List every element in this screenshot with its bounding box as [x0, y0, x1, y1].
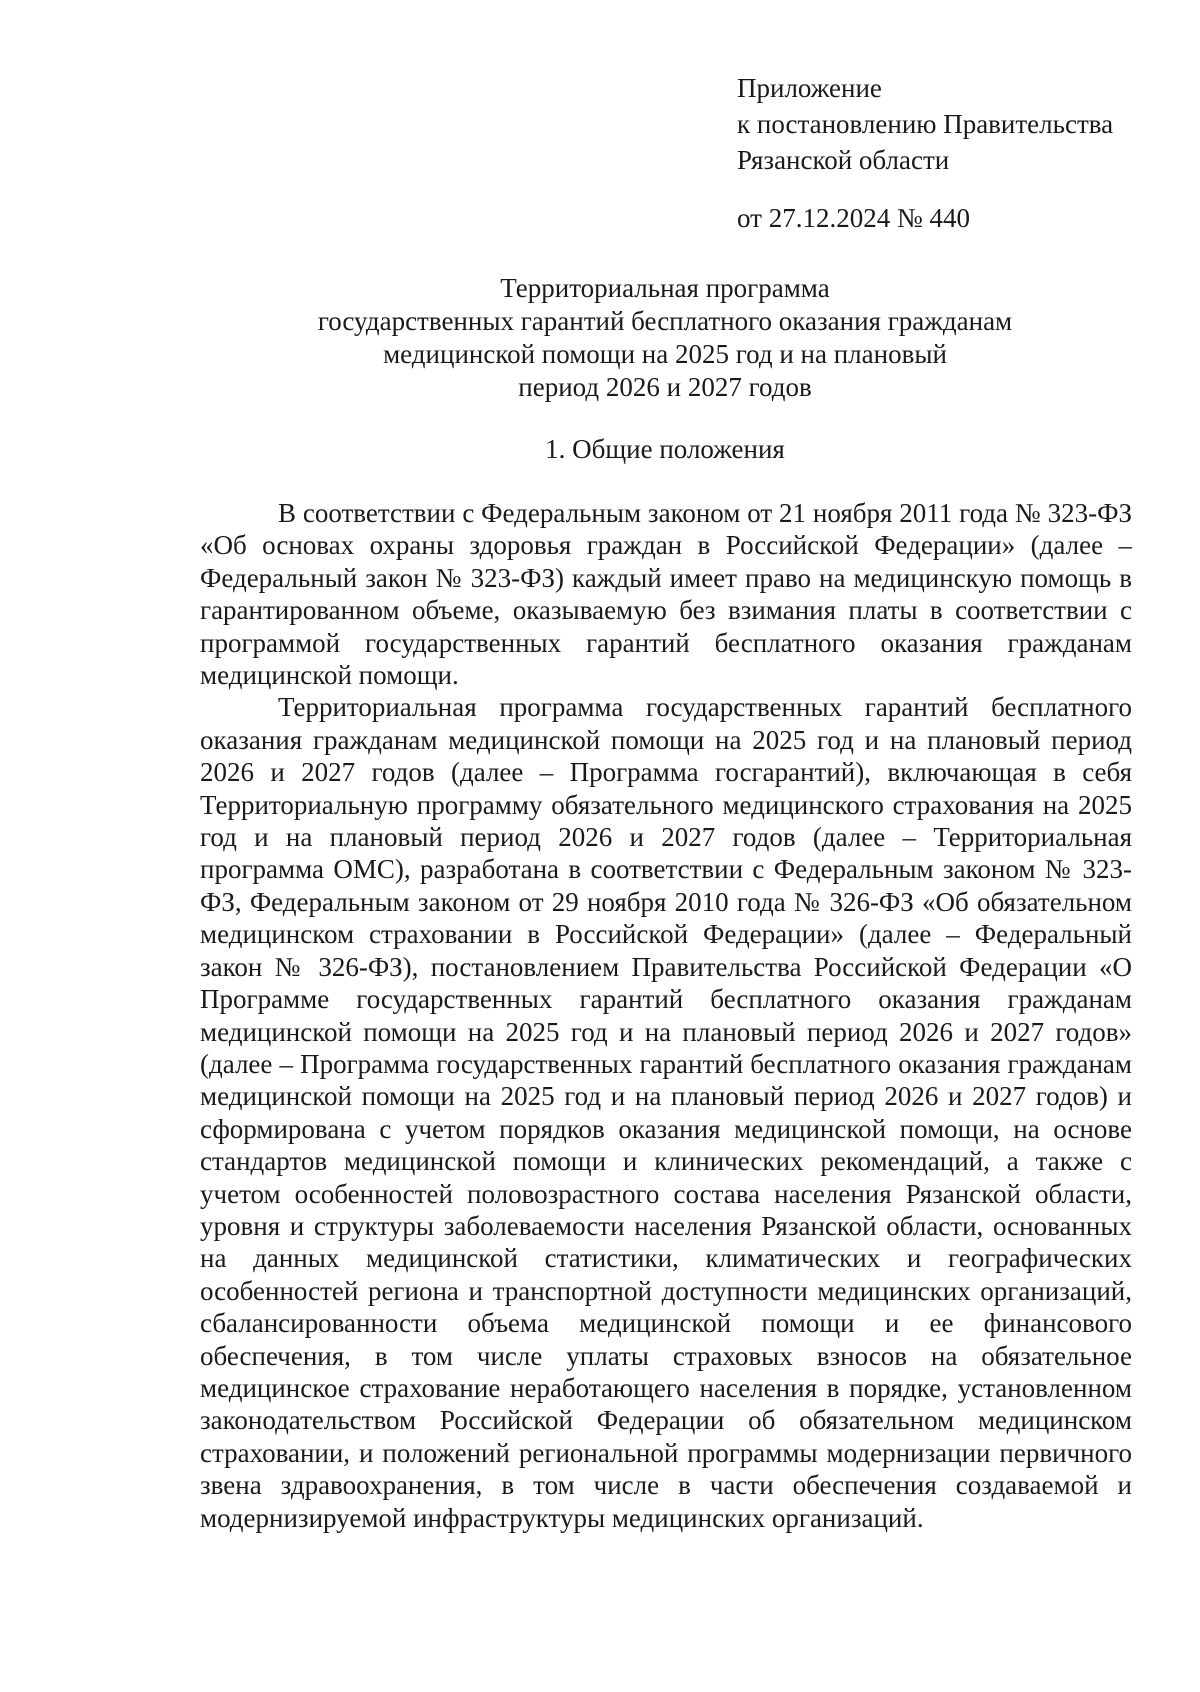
appendix-region: Рязанской области — [737, 145, 950, 175]
title-line-3: медицинской помощи на 2025 год и на плановый — [383, 339, 947, 369]
appendix-label: Приложение — [737, 73, 882, 103]
appendix-date-number: от 27.12.2024 № 440 — [737, 203, 970, 233]
paragraph-2: Территориальная программа государственных гарантий бесплатного оказания гражданам медицинской помощи на 2025 год и на плановый период 2026 и 2027 годов (далее – Программа госгарантий), включающая в себя Территориальную программу обязательного медицинского страхования на 2025 год и на плановый период 2026 и 2027 годов (далее – Территориальная программа ОМС), разработана в соответствии с Федеральным законом № 323-ФЗ, Федеральным законом от 29 ноября 2010 года № 326-ФЗ «Об обязательном медицинском страховании в Российской Федерации» (далее – Федеральный закон № 326-ФЗ), постановлением Правительства Российской Федерации «О Программе государственных гарантий бесплатного оказания гражданам медицинской помощи на 2025 год и на плановый период 2026 и 2027 годов» (далее – Программа государственных гарантий бесплатного оказания гражданам медицинской помощи на 2025 год и на плановый период 2026 и 2027 годов) и сформирована с учетом порядков оказания медицинской помощи, на основе стандартов медицинской помощи и клинических рекомендаций, а также с учетом особенностей половозрастного состава населения Рязанской области, уровня и структуры заболеваемости населения Рязанской области, основанных на данных медицинской статистики, климатических и географических особенностей региона и транспортной доступности медицинских организаций, сбалансированности объема медицинской помощи и ее финансового обеспечения, в том числе уплаты страховых взносов на обязательное медицинское страхование неработающего населения в порядке, установленном законодательством Российской Федерации об обязательном медицинском страховании, и положений региональной программы модернизации первичного звена здравоохранения, в том числе в части обеспечения создаваемой и модернизируемой инфраструктуры медицинских организаций. — [200, 692, 1132, 1533]
title-line-1: Территориальная программа — [500, 273, 830, 303]
appendix-block — [737, 70, 1157, 236]
title-line-2: государственных гарантий бесплатного оказания гражданам — [317, 306, 1013, 336]
paragraph-1: В соответствии с Федеральным законом от 21 ноября 2011 года № 323-ФЗ «Об основах охраны здоровья граждан в Российской Федерации» (далее – Федеральный закон № 323-ФЗ) каждый имеет право на медицинскую помощь в гарантированном объеме, оказываемую без взимания платы в соответствии с программой государственных гарантий бесплатного оказания гражданам медицинской помощи. — [200, 498, 1132, 691]
document-title — [200, 272, 1130, 404]
section-heading: 1. Общие положения — [545, 434, 785, 464]
title-line-4: период 2026 и 2027 годов — [518, 372, 812, 402]
appendix-resolution: к постановлению Правительства — [737, 109, 1114, 139]
body-text — [200, 497, 1132, 1534]
